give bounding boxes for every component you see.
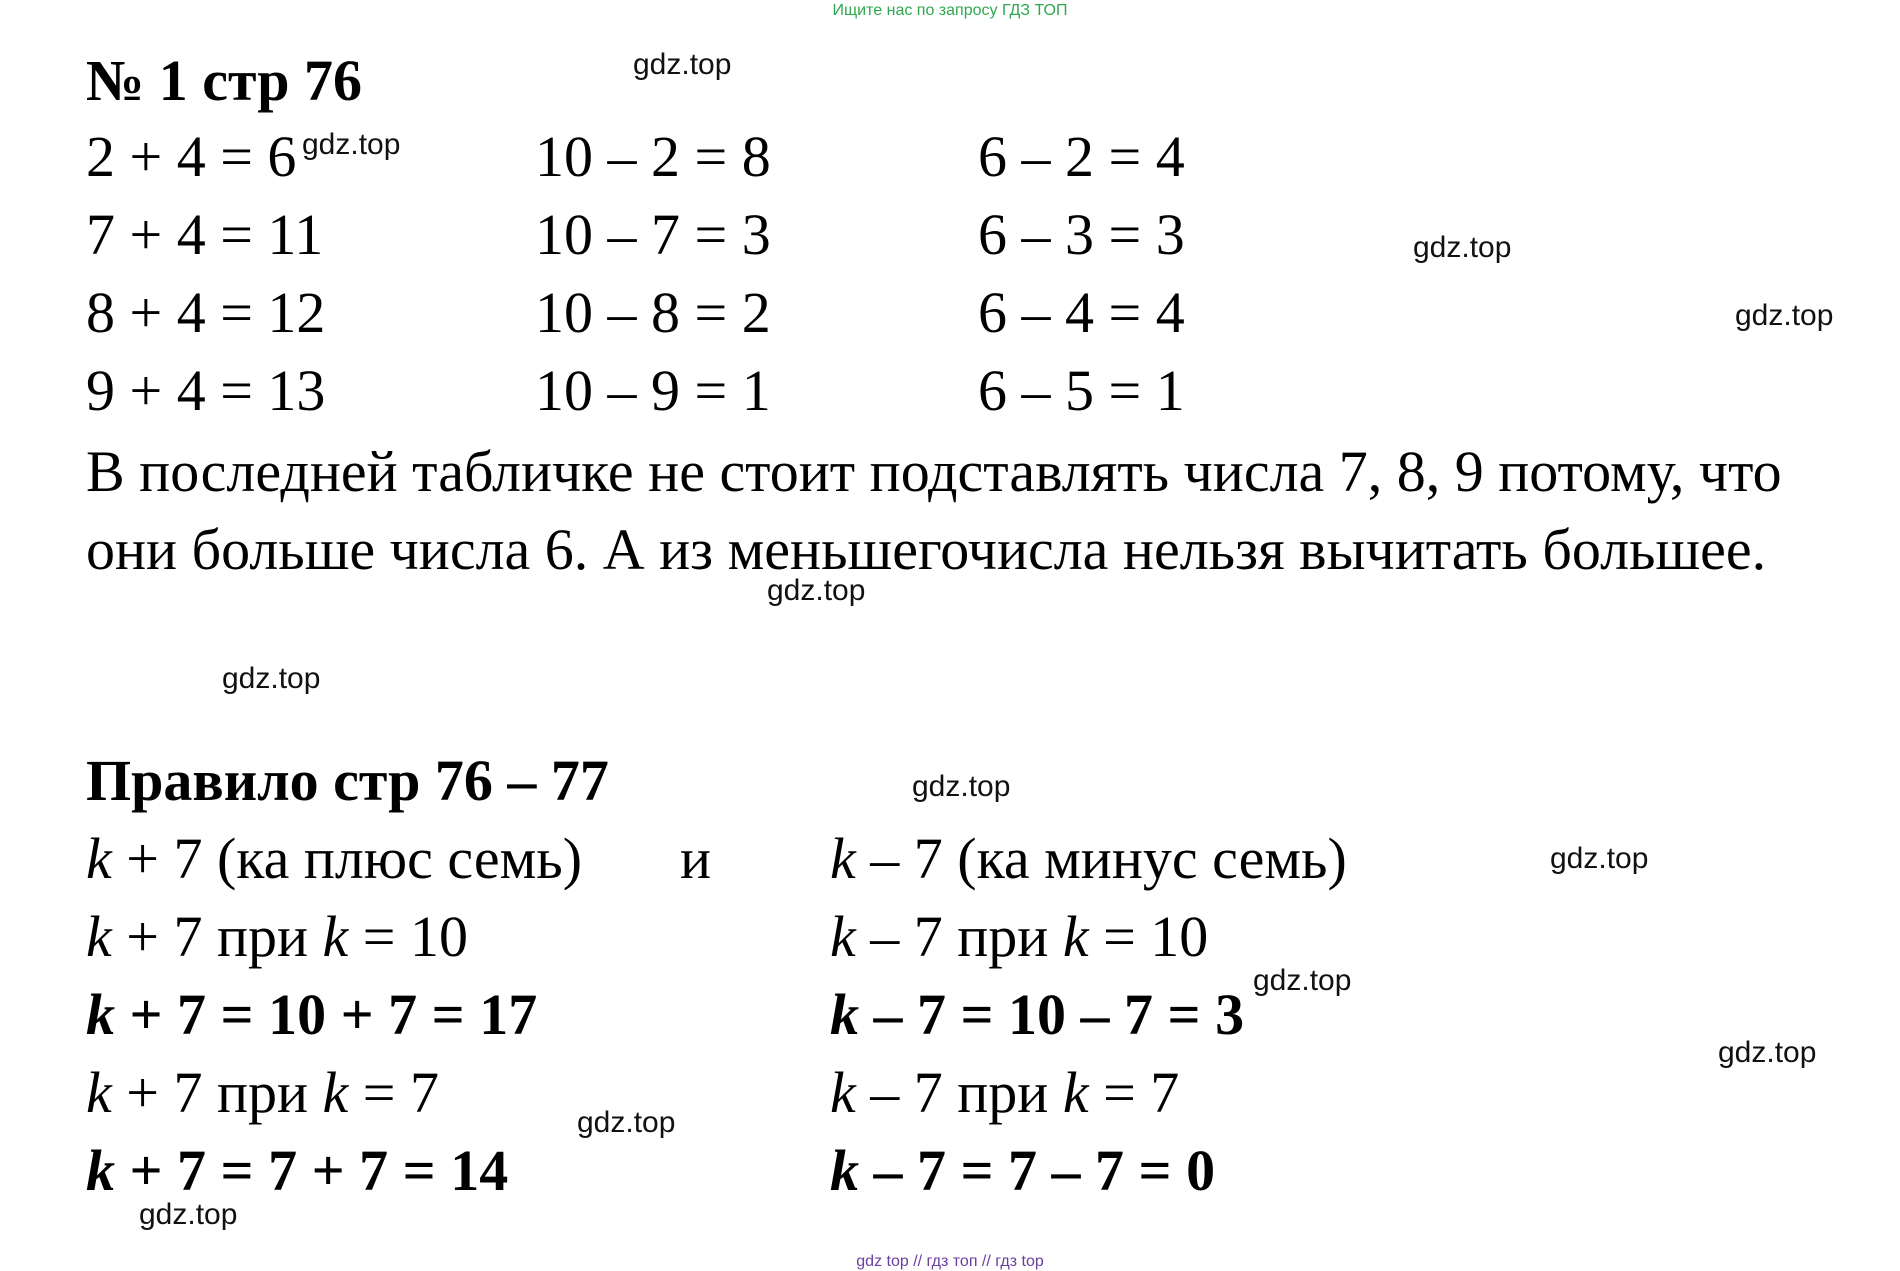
var-k: k xyxy=(86,982,115,1047)
rule-text: – 7 (ка минус семь) xyxy=(855,826,1347,891)
var-k: k xyxy=(322,1060,349,1125)
var-k: k xyxy=(1062,1060,1089,1125)
rule-text: + 7 = 10 + 7 = 17 xyxy=(115,982,538,1047)
watermark-text: gdz.top xyxy=(139,1198,238,1231)
rule-line3-left xyxy=(86,982,538,1047)
section1-heading: № 1 стр 76 xyxy=(86,48,362,113)
watermark-text: gdz.top xyxy=(1718,1036,1817,1069)
var-k: k xyxy=(830,826,856,891)
rule-text: + 7 (ка плюс семь) xyxy=(111,826,583,891)
eq-r3-c2: 10 – 8 = 2 xyxy=(535,280,771,345)
rule-text: = 10 xyxy=(1088,904,1209,969)
rule-text: – 7 при xyxy=(855,1060,1063,1125)
rule-line1-left xyxy=(86,826,583,891)
rule-line2-right xyxy=(830,904,1209,969)
rule-text: + 7 = 7 + 7 = 14 xyxy=(115,1138,509,1203)
eq-r4-c3: 6 – 5 = 1 xyxy=(978,358,1185,423)
eq-r2-c3: 6 – 3 = 3 xyxy=(978,202,1185,267)
rule-line5-right xyxy=(830,1138,1216,1203)
var-k: k xyxy=(86,904,112,969)
eq-r4-c2: 10 – 9 = 1 xyxy=(535,358,771,423)
eq-r2-c1: 7 + 4 = 11 xyxy=(86,202,324,267)
rule-line2-left xyxy=(86,904,469,969)
var-k: k xyxy=(86,826,112,891)
watermark-text: gdz.top xyxy=(577,1106,676,1139)
var-k: k xyxy=(830,904,856,969)
rule-line3-right xyxy=(830,982,1245,1047)
watermark-text: gdz.top xyxy=(633,48,732,81)
rule-line4-left xyxy=(86,1060,440,1125)
eq-r1-c3: 6 – 2 = 4 xyxy=(978,124,1185,189)
var-k: k xyxy=(830,982,859,1047)
eq-r4-c1: 9 + 4 = 13 xyxy=(86,358,326,423)
rule-text: – 7 = 10 – 7 = 3 xyxy=(859,982,1245,1047)
rule-text: = 7 xyxy=(348,1060,440,1125)
top-banner: Ищите нас по запросу ГДЗ ТОП xyxy=(832,2,1068,19)
rule-line4-right xyxy=(830,1060,1180,1125)
var-k: k xyxy=(830,1138,859,1203)
rule-text: + 7 при xyxy=(111,1060,323,1125)
rule-text: + 7 при xyxy=(111,904,323,969)
var-k: k xyxy=(830,1060,856,1125)
section2-heading: Правило стр 76 – 77 xyxy=(86,748,609,813)
var-k: k xyxy=(1062,904,1089,969)
rule-text: – 7 = 7 – 7 = 0 xyxy=(859,1138,1216,1203)
watermark-text: gdz.top xyxy=(1413,231,1512,264)
watermark-text: gdz.top xyxy=(1550,842,1649,875)
watermark-text: gdz.top xyxy=(302,128,401,161)
rule-line1-right xyxy=(830,826,1347,891)
var-k: k xyxy=(322,904,349,969)
eq-r3-c1: 8 + 4 = 12 xyxy=(86,280,326,345)
watermark-text: gdz.top xyxy=(222,662,321,695)
footer-watermark: gdz top // гдз топ // гдз top xyxy=(856,1253,1044,1270)
rule-text: = 7 xyxy=(1088,1060,1180,1125)
watermark-text: gdz.top xyxy=(912,770,1011,803)
watermark-text: gdz.top xyxy=(767,574,866,607)
eq-r2-c2: 10 – 7 = 3 xyxy=(535,202,771,267)
eq-r1-c2: 10 – 2 = 8 xyxy=(535,124,771,189)
eq-r1-c1: 2 + 4 = 6 xyxy=(86,124,297,189)
rule-conjunction: и xyxy=(680,826,712,891)
rule-text: – 7 при xyxy=(855,904,1063,969)
var-k: k xyxy=(86,1138,115,1203)
eq-r3-c3: 6 – 4 = 4 xyxy=(978,280,1185,345)
var-k: k xyxy=(86,1060,112,1125)
explanation-line-1: В последней табличке не стоит подставлять числа 7, 8, 9 потому, что xyxy=(86,439,1782,504)
rule-text: = 10 xyxy=(348,904,469,969)
explanation-line-2: они больше числа 6. А из меньшегочисла нельзя вычитать большее. xyxy=(86,517,1767,582)
watermark-text: gdz.top xyxy=(1253,964,1352,997)
rule-line5-left xyxy=(86,1138,509,1203)
watermark-text: gdz.top xyxy=(1735,299,1834,332)
